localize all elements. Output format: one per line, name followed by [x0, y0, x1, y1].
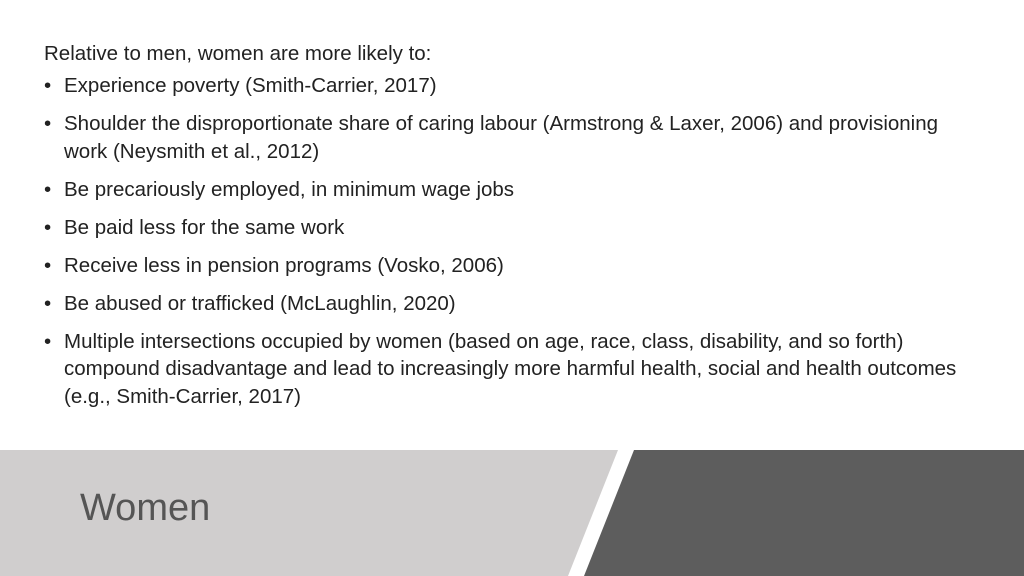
bullet-text: Be abused or trafficked (McLaughlin, 2020): [64, 291, 456, 315]
bullet-dot: •: [44, 177, 52, 201]
bullet-dot: •: [44, 112, 52, 135]
bullet-item: [44, 110, 974, 165]
bullet-dot: •: [44, 253, 52, 277]
intro-text: Relative to men, women are more likely to:: [44, 42, 432, 65]
bullet-item: [44, 252, 974, 280]
bullet-text: Experience poverty (Smith-Carrier, 2017): [64, 74, 437, 97]
bullet-dot: •: [44, 215, 52, 239]
bullet-item: [44, 328, 974, 411]
bullet-text: Be paid less for the same work: [64, 215, 345, 239]
bullet-list: [44, 72, 974, 410]
bullet-text: Be precariously employed, in minimum wage jobs: [64, 177, 515, 201]
bullet-dot: •: [44, 74, 52, 97]
footer-dark-panel: [584, 450, 1024, 576]
bullet-dot: •: [44, 291, 52, 315]
slide-body: [44, 40, 974, 421]
bullet-item: [44, 290, 974, 318]
bullet-dot: •: [44, 329, 52, 353]
bullet-text: Shoulder the disproportionate share of caring labour (Armstrong & Laxer, 2006) and provisioning work (Neysmith et al., 2012): [64, 112, 939, 163]
bullet-item: [44, 214, 974, 242]
slide-title: Women: [80, 487, 211, 529]
bullet-item: [44, 72, 974, 100]
bullet-item: [44, 176, 974, 204]
bullet-text: Multiple intersections occupied by women (based on age, race, class, disability, and so forth) compound disadvantage and lead to increasingly more harmful health, social and health outcomes (e.g., Smith-Carrier, 2017): [64, 329, 957, 408]
bullet-text: Receive less in pension programs (Vosko, 2006): [64, 253, 504, 277]
